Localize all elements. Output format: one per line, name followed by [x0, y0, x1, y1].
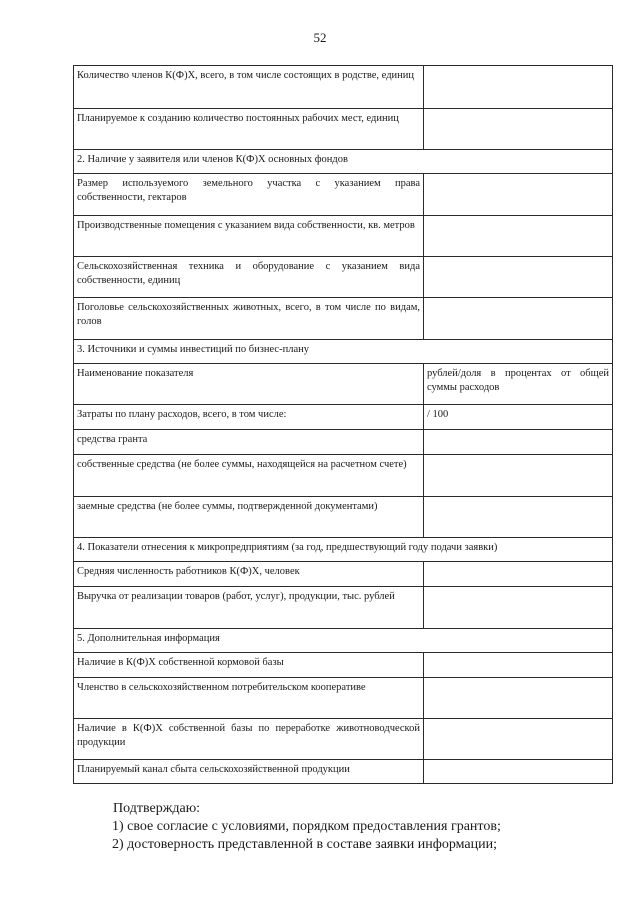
coop-member-value	[424, 678, 613, 719]
table-row	[74, 66, 613, 109]
section-3-heading: 3. Источники и суммы инвестиций по бизнес-плану	[74, 340, 613, 364]
table-row	[74, 653, 613, 678]
planned-jobs-label: Планируемое к созданию количество постоянных рабочих мест, единиц	[74, 109, 424, 150]
confirmation-block	[0, 800, 640, 854]
table-row	[74, 760, 613, 784]
processing-base-label: Наличие в К(Ф)Х собственной базы по переработке животноводческой продукции	[74, 719, 424, 760]
borrowed-funds-value	[424, 497, 613, 538]
table-row	[74, 257, 613, 298]
feed-base-label: Наличие в К(Ф)Х собственной кормовой базы	[74, 653, 424, 678]
table-row	[74, 562, 613, 587]
confirm-title: Подтверждаю:	[113, 801, 201, 816]
section-header-row	[74, 538, 613, 562]
feed-base-value	[424, 653, 613, 678]
avg-employees-value	[424, 562, 613, 587]
application-form-table	[73, 65, 613, 784]
section-2-heading: 2. Наличие у заявителя или членов К(Ф)Х основных фондов	[74, 150, 613, 174]
table-row	[74, 298, 613, 340]
table-row	[74, 678, 613, 719]
table-row	[74, 455, 613, 497]
revenue-label: Выручка от реализации товаров (работ, услуг), продукции, тыс. рублей	[74, 587, 424, 629]
table-row	[74, 430, 613, 455]
table-row	[74, 364, 613, 405]
livestock-label: Поголовье сельскохозяйственных животных, всего, в том числе по видам, голов	[74, 298, 424, 340]
table-row	[74, 109, 613, 150]
own-funds-value	[424, 455, 613, 497]
equipment-value	[424, 257, 613, 298]
table-row	[74, 719, 613, 760]
table-row	[74, 216, 613, 257]
section-5-heading: 5. Дополнительная информация	[74, 629, 613, 653]
land-area-value	[424, 174, 613, 216]
indicator-name-header: Наименование показателя	[74, 364, 424, 405]
section-4-heading: 4. Показатели отнесения к микропредприятиям (за год, предшествующий году подачи заявки)	[74, 538, 613, 562]
planned-jobs-value	[424, 109, 613, 150]
borrowed-funds-label: заемные средства (не более суммы, подтвержденной документами)	[74, 497, 424, 538]
land-area-label: Размер используемого земельного участка с указанием права собственности, гектаров	[74, 174, 424, 216]
section-header-row	[74, 340, 613, 364]
equipment-label: Сельскохозяйственная техника и оборудование с указанием вида собственности, единиц	[74, 257, 424, 298]
total-costs-label: Затраты по плану расходов, всего, в том числе:	[74, 405, 424, 430]
confirm-item-1: 1) свое согласие с условиями, порядком предоставления грантов;	[112, 819, 501, 834]
avg-employees-label: Средняя численность работников К(Ф)Х, человек	[74, 562, 424, 587]
sales-channel-value	[424, 760, 613, 784]
livestock-value	[424, 298, 613, 340]
own-funds-label: собственные средства (не более суммы, находящейся на расчетном счете)	[74, 455, 424, 497]
members-count-value	[424, 66, 613, 109]
premises-value	[424, 216, 613, 257]
premises-label: Производственные помещения с указанием вида собственности, кв. метров	[74, 216, 424, 257]
coop-member-label: Членство в сельскохозяйственном потребительском кооперативе	[74, 678, 424, 719]
grant-funds-value	[424, 430, 613, 455]
rub-share-header: рублей/доля в процентах от общей суммы расходов	[424, 364, 613, 405]
members-count-label: Количество членов К(Ф)Х, всего, в том числе состоящих в родстве, единиц	[74, 66, 424, 109]
revenue-value	[424, 587, 613, 629]
section-header-row	[74, 629, 613, 653]
table-row	[74, 174, 613, 216]
sales-channel-label: Планируемый канал сбыта сельскохозяйственной продукции	[74, 760, 424, 784]
total-costs-value: / 100	[424, 405, 613, 430]
grant-funds-label: средства гранта	[74, 430, 424, 455]
table-row	[74, 405, 613, 430]
processing-base-value	[424, 719, 613, 760]
table-row	[74, 497, 613, 538]
page-number: 52	[313, 30, 327, 45]
table-row	[74, 587, 613, 629]
section-header-row	[74, 150, 613, 174]
confirm-item-2: 2) достоверность представленной в составе заявки информации;	[112, 837, 497, 852]
